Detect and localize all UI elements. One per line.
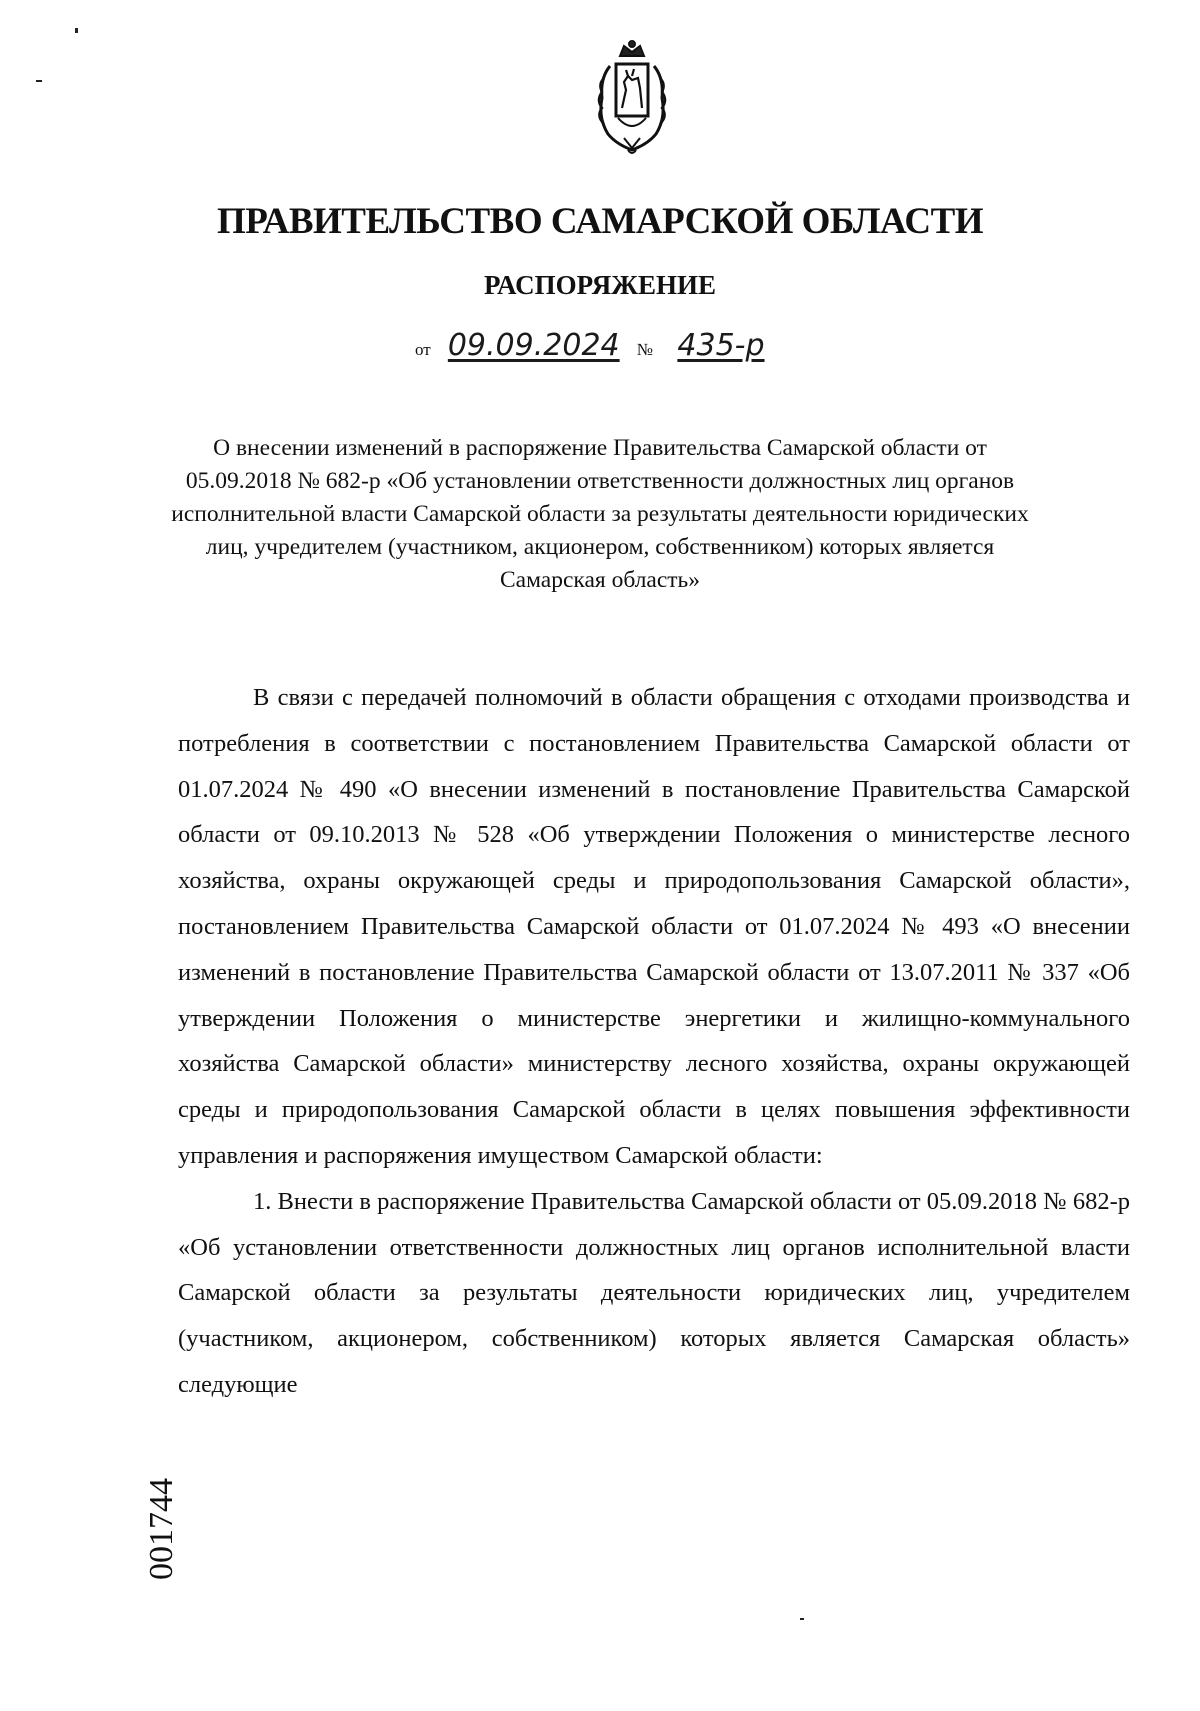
- date-label: от: [415, 340, 431, 359]
- scan-speck: [800, 1618, 804, 1620]
- document-subject: О внесении изменений в распоряжение Правительства Самарской области от 05.09.2018 № 682-р «Об установлении ответственности должностных лиц органов исполнительной власти Самарской области за результаты деятельности юридических лиц, учредителем (участником, акционером, собственником) которых является Самарская область»: [171, 435, 1029, 593]
- organization-title: ПРАВИТЕЛЬСТВО САМАРСКОЙ ОБЛАСТИ: [216, 201, 984, 242]
- number-label: №: [636, 340, 653, 359]
- scan-speck: [36, 80, 42, 82]
- number-value: 435-р: [677, 328, 765, 363]
- coat-of-arms-icon: [590, 38, 674, 158]
- body-paragraph: В связи с передачей полномочий в области обращения с отходами производства и потребления в соответствии с постановлением Правительства Самарской области от 01.07.2024 № 490 «О внесении изменений в постановление Правительства Самарской области от 09.10.2013 № 528 «Об утверждении Положения о министерстве лесного хозяйства, охраны окружающей среды и природопользования Самарской области», постановлением Правительства Самарской области от 01.07.2024 № 493 «О внесении изменений в постановление Правительства Самарской области от 13.07.2011 № 337 «Об утверждении Положения о министерстве энергетики и жилищно-коммунального хозяйства Самарской области» министерству лесного хозяйства, охраны окружающей среды и природопользования Самарской области в целях повышения эффективности управления и распоряжения имуществом Самарской области:: [178, 684, 1130, 1169]
- document-date-number: [150, 328, 1050, 363]
- body-paragraph: 1. Внести в распоряжение Правительства Самарской области от 05.09.2018 № 682-р «Об установлении ответственности должностных лиц органов исполнительной власти Самарской области за результаты деятельности юридических лиц, учредителем (участником, акционером, собственником) которых является Самарская область» следующие: [178, 1187, 1130, 1398]
- scan-speck: [75, 28, 78, 33]
- document-body: [178, 675, 1130, 1408]
- date-value: 09.09.2024: [447, 328, 620, 363]
- registration-number: 001744: [143, 1478, 180, 1580]
- document-type: РАСПОРЯЖЕНИЕ: [483, 270, 717, 300]
